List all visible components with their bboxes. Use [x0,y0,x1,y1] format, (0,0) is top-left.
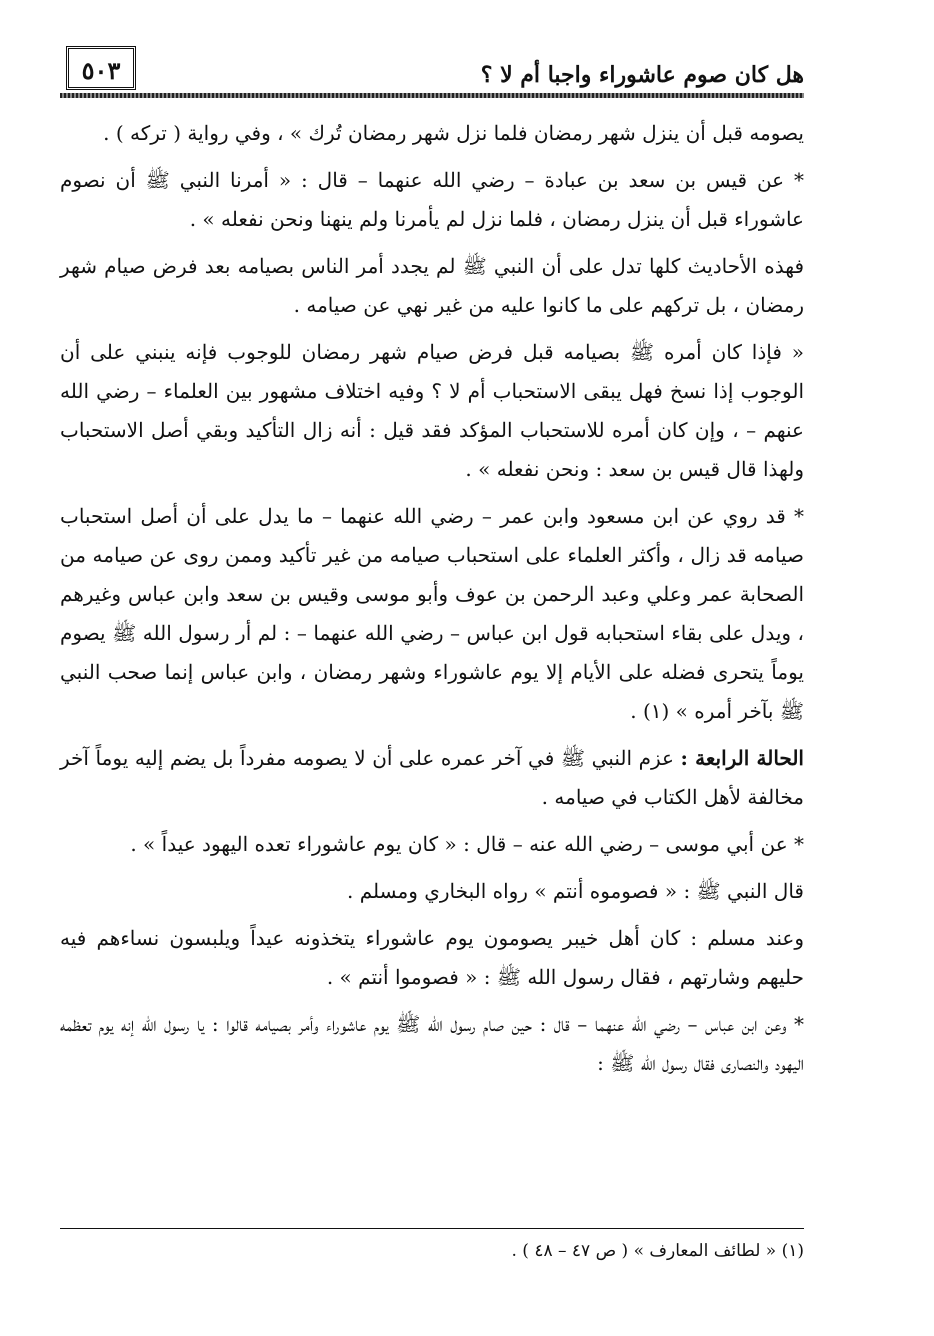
page-number: ٥٠٣ [66,46,136,90]
paragraph-2: * عن قيس بن سعد بن عبادة – رضي الله عنهما – قال : « أمرنا النبي ﷺ أن نصوم عاشوراء قبل أن ينزل رمضان ، فلما نزل لم يأمرنا ولم ينهنا ونحن نفعله » . [60,168,804,231]
paragraph-5: * قد روي عن ابن مسعود وابن عمر – رضي الله عنهما – ما يدل على أن أصل استحباب صيامه قد زال ، وأكثر العلماء على استحباب صيامه من غير تأكيد وممن روى عن صيامه من الصحابة عمر وعلي وعبد الرحمن بن عوف وأبو موسى وقيس بن سعد وابن عباس وغيرهم ، ويدل على بقاء استحبابه قول ابن عباس – رضي الله عنهما – : لم أر رسول الله ﷺ يصوم يوماً يتحرى فضله على الأيام إلا يوم عاشوراء وشهر رمضان ، وابن عباس إنما صحب النبي ﷺ بآخر أمره » (١) . [60,504,805,723]
section-lead: الحالة الرابعة : [680,746,804,770]
paragraph-9: وعند مسلم : كان أهل خيبر يصومون يوم عاشوراء يتخذونه عيداً ويلبسون نساءهم فيه حليهم وشارتهم ، فقال رسول الله ﷺ : « فصوموا أنتم » . [60,926,804,989]
section-body: عزم النبي ﷺ في آخر عمره على أن لا يصومه مفرداً بل يضم إليه يوماً آخر مخالفة لأهل الكتاب في صيامه . [60,746,804,809]
paragraph-6-section [60,739,804,817]
body-text [60,114,804,1083]
book-page [60,40,804,1300]
paragraph-1: يصومه قبل أن ينزل شهر رمضان فلما نزل شهر رمضان تُرك » ، وفي رواية ( تركه ) . [103,121,804,145]
page-header [60,40,804,98]
paragraph-10: * وعن ابن عباس – رضي الله عنهما – قال : حين صام رسول الله ﷺ يوم عاشوراء وأمر بصيامه قالوا : يا رسول الله إنه يوم تعظمه اليهود والنصارى فقال رسول الله ﷺ : [60,1012,804,1075]
footnote: (١) « لطائف المعارف » ( ص ٤٧ – ٤٨ ) . [511,1241,804,1261]
running-title: هل كان صوم عاشوراء واجبا أم لا ؟ [480,62,804,88]
paragraph-3: فهذه الأحاديث كلها تدل على أن النبي ﷺ لم يجدد أمر الناس بصيامه بعد فرض صيام شهر رمضان ، بل تركهم على ما كانوا عليه من غير نهي عن صيامه . [60,254,804,317]
header-rule [60,93,804,98]
paragraph-4: « فإذا كان أمره ﷺ بصيامه قبل فرض صيام شهر رمضان للوجوب فإنه ينبني على أن الوجوب إذا نسخ فهل يبقى الاستحباب أم لا ؟ وفيه اختلاف مشهور بين العلماء – رضي الله عنهم – ، وإن كان أمره للاستحباب المؤكد فقد قيل : أنه زال التأكيد وبقي أصل الاستحباب ولهذا قال قيس بن سعد : ونحن نفعله » . [60,340,804,481]
footnote-rule [60,1228,804,1229]
paragraph-7: * عن أبي موسى – رضي الله عنه – قال : « كان يوم عاشوراء تعده اليهود عيداً » . [130,832,804,856]
paragraph-8: قال النبي ﷺ : « فصوموه أنتم » رواه البخاري ومسلم . [347,879,804,903]
